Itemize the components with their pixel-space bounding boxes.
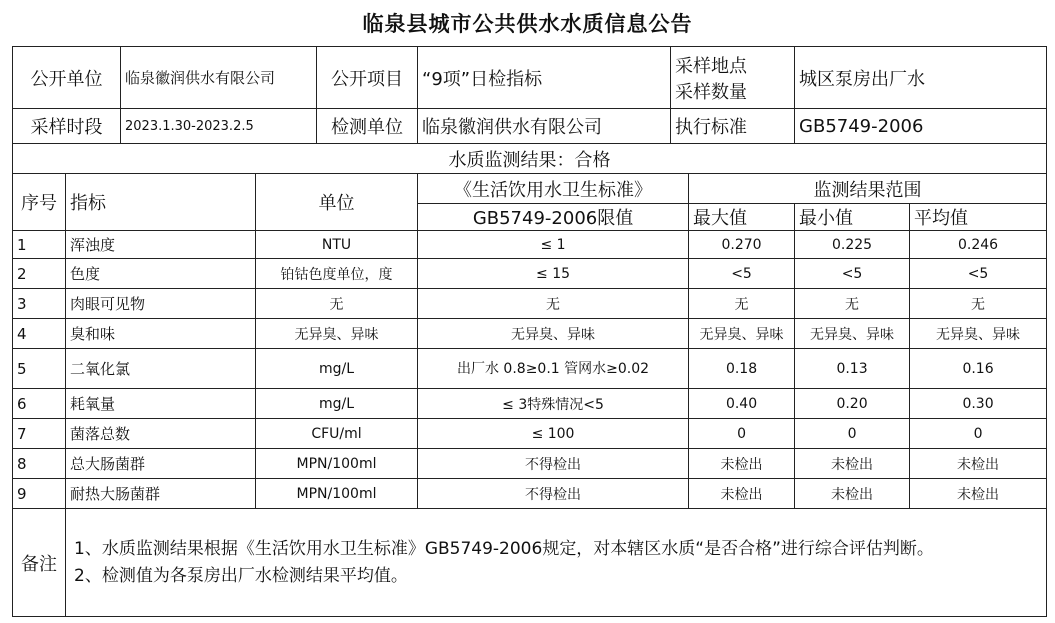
- row-seq: 1: [13, 231, 66, 259]
- row-max: 0.270: [689, 231, 795, 259]
- header-row-1: [13, 174, 1047, 204]
- row-limit: ≤ 15: [418, 259, 689, 289]
- period-label: 采样时段: [13, 109, 121, 144]
- row-avg: 0.16: [910, 349, 1047, 389]
- row-max: 无: [689, 289, 795, 319]
- site-value: 城区泵房出厂水: [795, 47, 1047, 109]
- row-limit: ≤ 3特殊情况<5: [418, 389, 689, 419]
- item-value: “9项”日检指标: [418, 47, 671, 109]
- header-avg: 平均值: [910, 204, 1047, 231]
- row-indicator: 总大肠菌群: [66, 449, 256, 479]
- std-label: 执行标准: [671, 109, 795, 144]
- row-indicator: 耗氧量: [66, 389, 256, 419]
- lab-label: 检测单位: [317, 109, 418, 144]
- row-limit: 不得检出: [418, 479, 689, 509]
- row-min: 0.20: [795, 389, 910, 419]
- row-seq: 8: [13, 449, 66, 479]
- header-unit: 单位: [256, 174, 418, 231]
- row-avg: 0.246: [910, 231, 1047, 259]
- period-value: 2023.1.30-2023.2.5: [121, 109, 317, 144]
- table-row: [13, 231, 1047, 259]
- row-indicator: 二氧化氯: [66, 349, 256, 389]
- header-limit-line1: 《生活饮用水卫生标准》: [418, 174, 689, 204]
- header-limit-line2: GB5749-2006限值: [418, 204, 689, 231]
- page-title: 临泉县城市公共供水水质信息公告: [362, 12, 693, 36]
- publisher-value: 临泉徽润供水有限公司: [121, 47, 317, 109]
- publisher-label: 公开单位: [13, 47, 121, 109]
- row-min: 0.13: [795, 349, 910, 389]
- row-unit: MPN/100ml: [256, 479, 418, 509]
- row-avg: 未检出: [910, 449, 1047, 479]
- row-min: 无: [795, 289, 910, 319]
- header-min: 最小值: [795, 204, 910, 231]
- row-indicator: 肉眼可见物: [66, 289, 256, 319]
- table-row: [13, 389, 1047, 419]
- row-limit: 出厂水 0.8≥0.1 管网水≥0.02: [418, 349, 689, 389]
- row-unit: 无异臭、异味: [256, 319, 418, 349]
- row-max: 0.40: [689, 389, 795, 419]
- row-unit: 无: [256, 289, 418, 319]
- std-value: GB5749-2006: [795, 109, 1047, 144]
- row-limit: 无: [418, 289, 689, 319]
- row-min: 未检出: [795, 449, 910, 479]
- row-min: <5: [795, 259, 910, 289]
- notes-body: [66, 509, 1047, 617]
- site-label-line2: 采样数量: [675, 81, 748, 103]
- row-indicator: 菌落总数: [66, 419, 256, 449]
- row-seq: 6: [13, 389, 66, 419]
- row-max: 未检出: [689, 449, 795, 479]
- row-avg: 无异臭、异味: [910, 319, 1047, 349]
- row-seq: 4: [13, 319, 66, 349]
- row-avg: 无: [910, 289, 1047, 319]
- row-min: 未检出: [795, 479, 910, 509]
- row-max: 0: [689, 419, 795, 449]
- row-limit: 不得检出: [418, 449, 689, 479]
- row-max: 未检出: [689, 479, 795, 509]
- row-indicator: 色度: [66, 259, 256, 289]
- header-max: 最大值: [689, 204, 795, 231]
- header-indicator: 指标: [66, 174, 256, 231]
- table-row: [13, 449, 1047, 479]
- item-label: 公开项目: [317, 47, 418, 109]
- row-unit: mg/L: [256, 349, 418, 389]
- header-range: 监测结果范围: [689, 174, 1047, 204]
- row-indicator: 臭和味: [66, 319, 256, 349]
- row-max: 0.18: [689, 349, 795, 389]
- row-limit: ≤ 100: [418, 419, 689, 449]
- row-seq: 5: [13, 349, 66, 389]
- info-row-1: [13, 47, 1047, 109]
- row-unit: CFU/ml: [256, 419, 418, 449]
- row-limit: 无异臭、异味: [418, 319, 689, 349]
- row-seq: 3: [13, 289, 66, 319]
- row-avg: 未检出: [910, 479, 1047, 509]
- table-row: [13, 289, 1047, 319]
- info-row-2: [13, 109, 1047, 144]
- row-seq: 9: [13, 479, 66, 509]
- table-row: [13, 319, 1047, 349]
- site-label: [671, 47, 795, 109]
- note-line-1: 1、水质监测结果根据《生活饮用水卫生标准》GB5749-2006规定，对本辖区水质“是否合格”进行综合评估判断。: [74, 538, 934, 559]
- site-label-line1: 采样地点: [675, 55, 748, 77]
- table-row: [13, 419, 1047, 449]
- row-max: <5: [689, 259, 795, 289]
- table-row: [13, 259, 1047, 289]
- row-avg: <5: [910, 259, 1047, 289]
- header-seq: 序号: [13, 174, 66, 231]
- notes-row: [13, 509, 1047, 617]
- table-row: [13, 479, 1047, 509]
- row-unit: MPN/100ml: [256, 449, 418, 479]
- row-indicator: 耐热大肠菌群: [66, 479, 256, 509]
- notes-label: 备注: [13, 509, 66, 617]
- result-text: 水质监测结果：合格: [13, 144, 1047, 174]
- result-row: [13, 144, 1047, 174]
- row-min: 0.225: [795, 231, 910, 259]
- row-limit: ≤ 1: [418, 231, 689, 259]
- lab-value: 临泉徽润供水有限公司: [418, 109, 671, 144]
- row-seq: 7: [13, 419, 66, 449]
- row-min: 0: [795, 419, 910, 449]
- row-avg: 0: [910, 419, 1047, 449]
- row-indicator: 浑浊度: [66, 231, 256, 259]
- row-seq: 2: [13, 259, 66, 289]
- row-avg: 0.30: [910, 389, 1047, 419]
- row-min: 无异臭、异味: [795, 319, 910, 349]
- row-unit: NTU: [256, 231, 418, 259]
- row-unit: mg/L: [256, 389, 418, 419]
- water-quality-table: [12, 46, 1047, 617]
- row-unit: 铂钴色度单位，度: [256, 259, 418, 289]
- table-row: [13, 349, 1047, 389]
- row-max: 无异臭、异味: [689, 319, 795, 349]
- note-line-2: 2、检测值为各泵房出厂水检测结果平均值。: [74, 565, 408, 586]
